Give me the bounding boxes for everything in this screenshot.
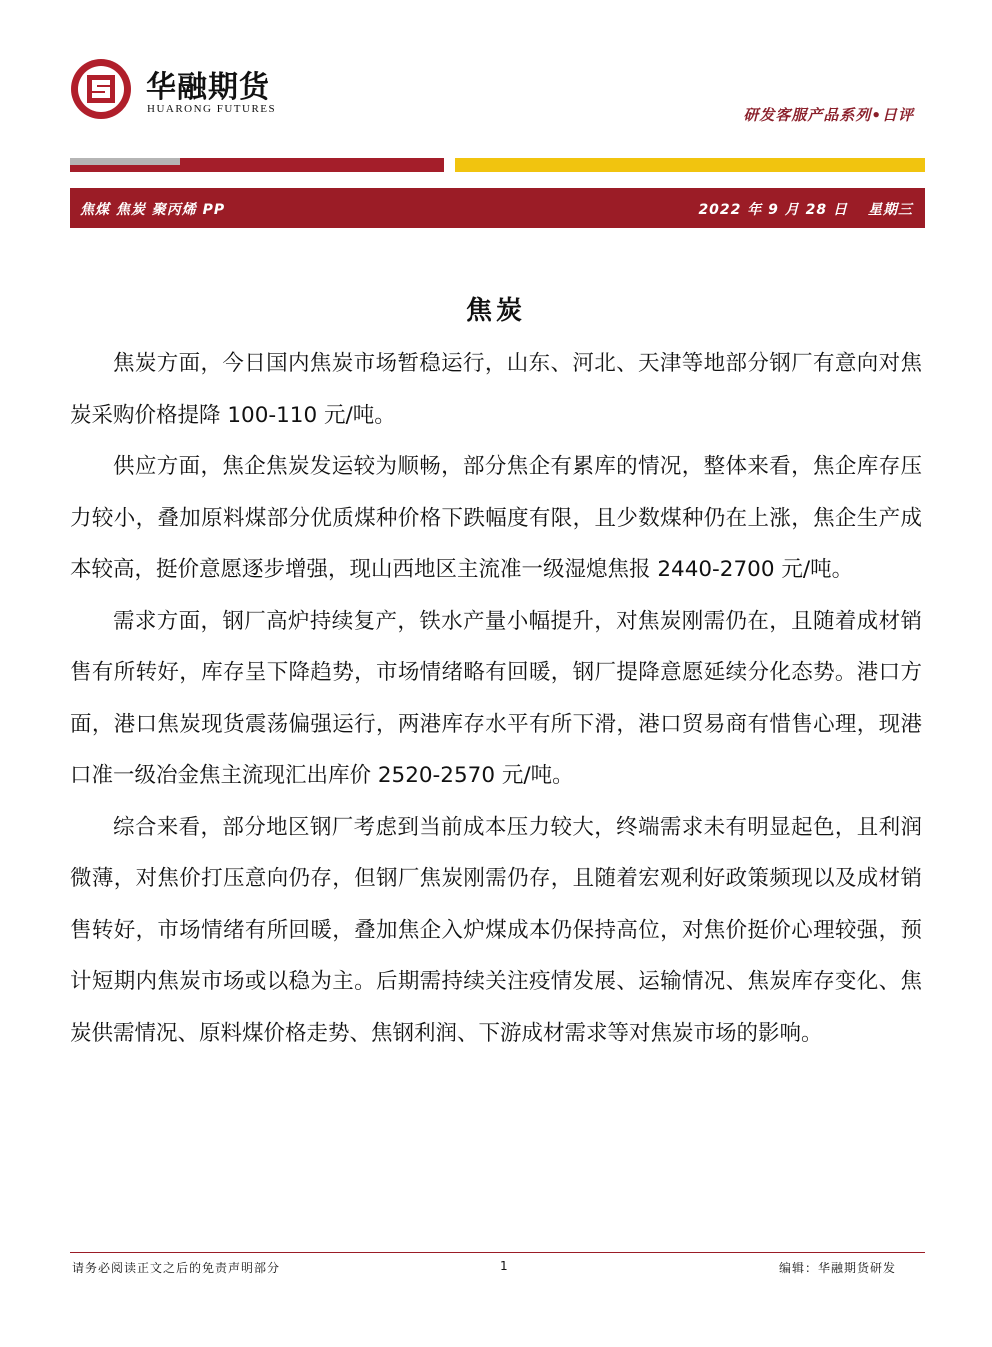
paragraph-summary: 综合来看，部分地区钢厂考虑到当前成本压力较大，终端需求未有明显起色，且利润微薄，对焦价打压意向仍存，但钢厂焦炭刚需仍存，且随着宏观利好政策频现以及成材销售转好，市场情绪有所回暖，叠加焦企入炉煤成本仍保持高位，对焦价挺价心理较强，预计短期内焦炭市场或以稳为主。后期需持续关注疫情发展、运输情况、焦炭库存变化、焦炭供需情况、原料煤价格走势、焦钢利润、下游成材需求等对焦炭市场的影响。	[70, 814, 922, 1046]
article-body	[70, 338, 922, 1059]
page-number: 1	[500, 1259, 508, 1273]
report-weekday: 星期三	[868, 202, 913, 218]
topic-band	[70, 188, 925, 228]
report-date: 2022 年 9 月 28 日	[698, 202, 848, 218]
paragraph-overview: 焦炭方面，今日国内焦炭市场暂稳运行，山东、河北、天津等地部分钢厂有意向对焦炭采购价格提降 100-110 元/吨。	[70, 351, 922, 428]
paragraph-demand: 需求方面，钢厂高炉持续复产，铁水产量小幅提升，对焦炭刚需仍在，且随着成材销售有所转好，库存呈下降趋势，市场情绪略有回暖，钢厂提降意愿延续分化态势。港口方面，港口焦炭现货震荡偏强运行，两港库存水平有所下滑，港口贸易商有惜售心理，现港口准一级冶金焦主流现汇出库价 2520-2570 元/吨。	[70, 608, 922, 788]
report-date-block	[678, 199, 913, 219]
huarong-logo-icon	[70, 58, 132, 120]
brand-name-en: HUARONG FUTURES	[147, 103, 277, 115]
article-title: 焦炭	[465, 296, 526, 326]
footer-disclaimer: 请务必阅读正文之后的免责声明部分	[72, 1261, 281, 1275]
paragraph-supply: 供应方面，焦企焦炭发运较为顺畅，部分焦企有累库的情况，整体来看，焦企库存压力较小，叠加原料煤部分优质煤种价格下跌幅度有限，且少数煤种仍在上涨，焦企生产成本较高，挺价意愿逐步增强，现山西地区主流准一级湿熄焦报 2440-2700 元/吨。	[70, 454, 922, 582]
footer-editor: 编辑：华融期货研发	[778, 1261, 896, 1275]
footer-divider	[70, 1252, 925, 1253]
brand-name-cn: 华融期货	[146, 70, 270, 105]
report-series: 研发客服产品系列•日评	[743, 106, 914, 124]
topic-categories: 焦煤 焦炭 聚丙烯 PP	[80, 202, 226, 218]
header-bar-right	[455, 158, 925, 172]
header-bar-left-red	[180, 158, 444, 165]
